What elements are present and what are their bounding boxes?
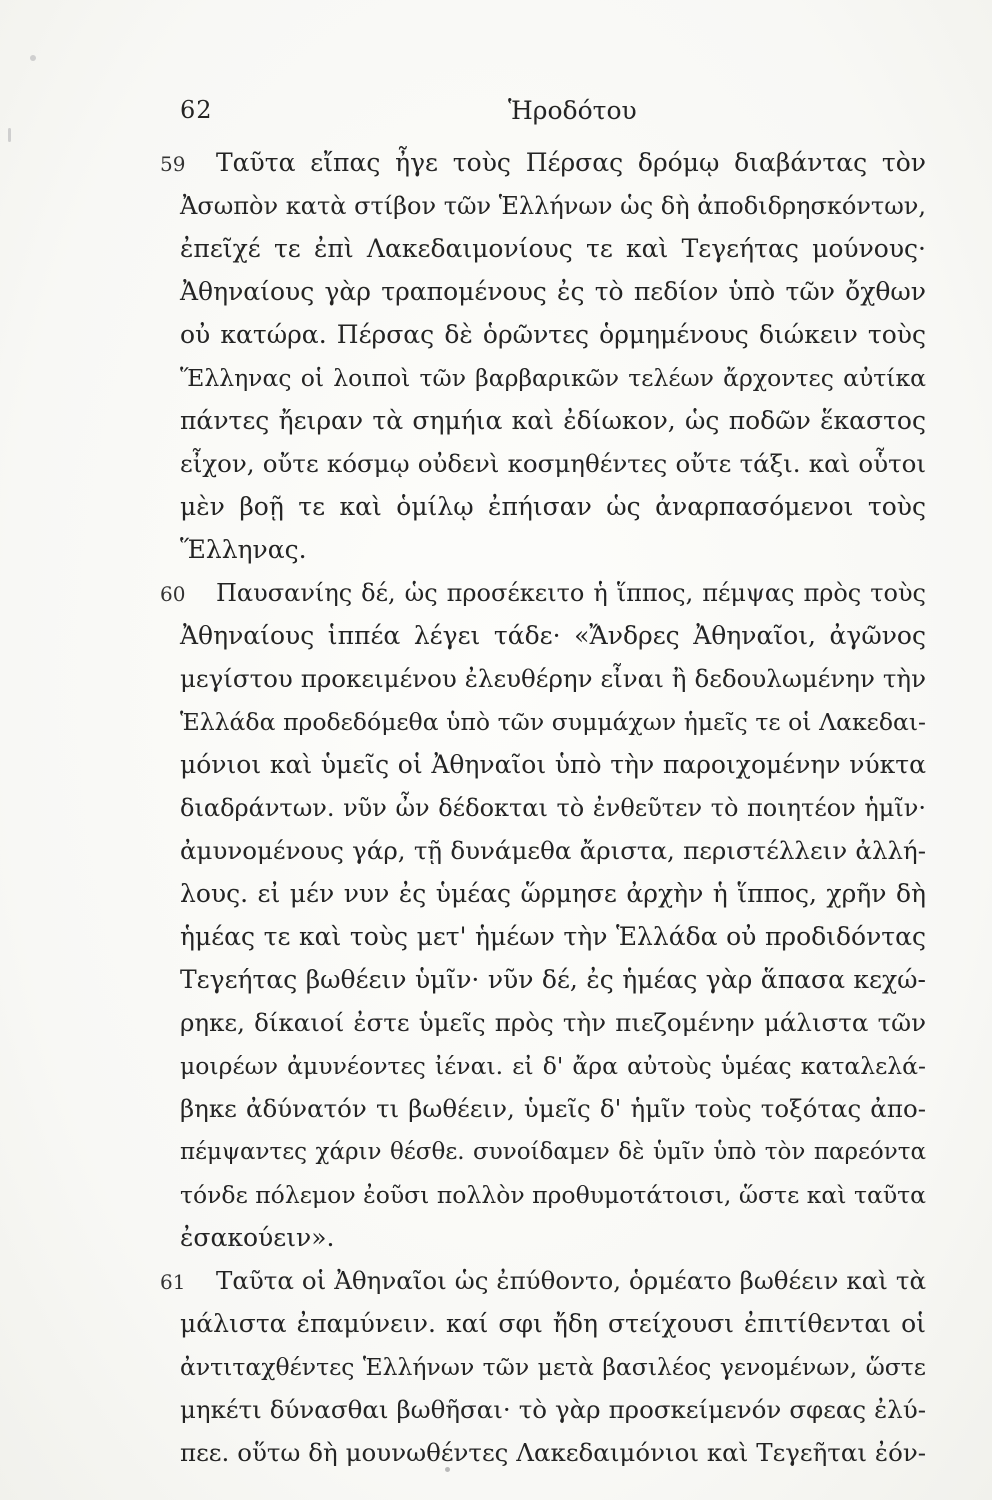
text-line: Ἕλληνας οἱ λοιποὶ τῶν βαρβαρικῶν τελέων ἄρχοντες αὐτίκα bbox=[180, 364, 926, 392]
text-line: Ἕλληνας. bbox=[180, 535, 307, 564]
text-line: πέμψαντες χάριν θέσθε. συνοίδαμεν δὲ ὑμῖν ὑπὸ τὸν παρεόντα bbox=[180, 1139, 926, 1165]
text-line: μάλιστα ἐπαμύνειν. καί σφι ἤδη στείχουσι ἐπιτίθενται οἱ bbox=[180, 1309, 926, 1338]
text-line: ἡμέας τε καὶ τοὺς μετ' ἡμέων τὴν Ἑλλάδα οὐ προδιδόντας bbox=[180, 922, 926, 951]
text-line: Τεγεήτας βωθέειν ὑμῖν· νῦν δέ, ἐς ἡμέας γὰρ ἅπασα κεχώ- bbox=[180, 965, 926, 994]
text-line: τόνδε πόλεμον ἐοῦσι πολλὸν προθυμοτάτοισι, ὥστε καὶ ταῦτα bbox=[180, 1181, 926, 1209]
text-line: Παυσανίης δέ, ὡς προσέκειτο ἡ ἵππος, πέμψας πρὸς τοὺς bbox=[216, 579, 926, 607]
text-line: πεε. οὕτω δὴ μουνωθέντες Λακεδαιμόνιοι καὶ Τεγεῆται ἐόν- bbox=[180, 1438, 926, 1467]
text-line: Ἑλλάδα προδεδόμεθα ὑπὸ τῶν συμμάχων ἡμεῖς τε οἱ Λακεδαι- bbox=[180, 708, 926, 736]
text-line: ἀμυνομένους γάρ, τῇ δυνάμεθα ἄριστα, περιστέλλειν ἀλλή- bbox=[180, 836, 926, 865]
text-line: ἐσακούειν». bbox=[180, 1223, 335, 1252]
text-line: λους. εἰ μέν νυν ἐς ὑμέας ὥρμησε ἀρχὴν ἡ ἵππος, χρῆν δὴ bbox=[180, 879, 926, 908]
text-line: Ἀθηναίους γὰρ τραπομένους ἐς τὸ πεδίον ὑπὸ τῶν ὄχθων bbox=[180, 277, 926, 306]
text-line: μὲν βοῇ τε καὶ ὁμίλῳ ἐπήισαν ὡς ἀναρπασόμενοι τοὺς bbox=[180, 492, 926, 521]
text-line: Ἀσωπὸν κατὰ στίβον τῶν Ἑλλήνων ὡς δὴ ἀποδιδρησκόντων, bbox=[180, 192, 926, 220]
running-head: Ἡροδότου bbox=[508, 96, 637, 125]
text-line: Ἀθηναίους ἱππέα λέγει τάδε· «Ἄνδρες Ἀθηναῖοι, ἀγῶνος bbox=[180, 621, 926, 650]
text-line: ἐπεῖχέ τε ἐπὶ Λακεδαιμονίους τε καὶ Τεγεήτας μούνους· bbox=[180, 234, 926, 263]
paper-speck bbox=[445, 1467, 450, 1472]
text-line: μηκέτι δύνασθαι βωθῆσαι· τὸ γὰρ προσκείμενόν σφεας ἐλύ- bbox=[180, 1395, 926, 1424]
text-line: οὐ κατώρα. Πέρσας δὲ ὁρῶντες ὁρμημένους διώκειν τοὺς bbox=[180, 320, 926, 349]
text-line: εἶχον, οὔτε κόσμῳ οὐδενὶ κοσμηθέντες οὔτε τάξι. καὶ οὗτοι bbox=[180, 449, 926, 478]
text-line: βηκε ἀδύνατόν τι βωθέειν, ὑμεῖς δ' ἡμῖν τοὺς τοξότας ἀπο- bbox=[180, 1094, 926, 1123]
chapter-number-61: 61 bbox=[160, 1270, 186, 1294]
text-line: πάντες ἤειραν τὰ σημήια καὶ ἐδίωκον, ὡς ποδῶν ἕκαστος bbox=[180, 406, 926, 435]
text-line: ρηκε, δίκαιοί ἐστε ὑμεῖς πρὸς τὴν πιεζομένην μάλιστα τῶν bbox=[180, 1008, 926, 1037]
text-line: μόνιοι καὶ ὑμεῖς οἱ Ἀθηναῖοι ὑπὸ τὴν παροιχομένην νύκτα bbox=[180, 750, 926, 779]
text-line: Ταῦτα οἱ Ἀθηναῖοι ὡς ἐπύθοντο, ὁρμέατο βωθέειν καὶ τὰ bbox=[216, 1266, 926, 1295]
chapter-number-60: 60 bbox=[160, 582, 186, 606]
text-line: διαδράντων. νῦν ὦν δέδοκται τὸ ἐνθεῦτεν τὸ ποιητέον ἡμῖν· bbox=[180, 794, 926, 822]
text-line: Ταῦτα εἴπας ἦγε τοὺς Πέρσας δρόμῳ διαβάντας τὸν bbox=[216, 148, 926, 177]
text-line: μοιρέων ἀμυνέοντες ἰέναι. εἰ δ' ἄρα αὐτοὺς ὑμέας καταλελά- bbox=[180, 1052, 926, 1080]
text-line: ἀντιταχθέντες Ἑλλήνων τῶν μετὰ βασιλέος γενομένων, ὥστε bbox=[180, 1353, 926, 1381]
chapter-number-59: 59 bbox=[160, 152, 186, 176]
paper-speck bbox=[30, 55, 36, 61]
paper-speck bbox=[8, 128, 11, 142]
page-number: 62 bbox=[180, 96, 213, 124]
text-line: μεγίστου προκειμένου ἐλευθέρην εἶναι ἢ δεδουλωμένην τὴν bbox=[180, 664, 926, 693]
